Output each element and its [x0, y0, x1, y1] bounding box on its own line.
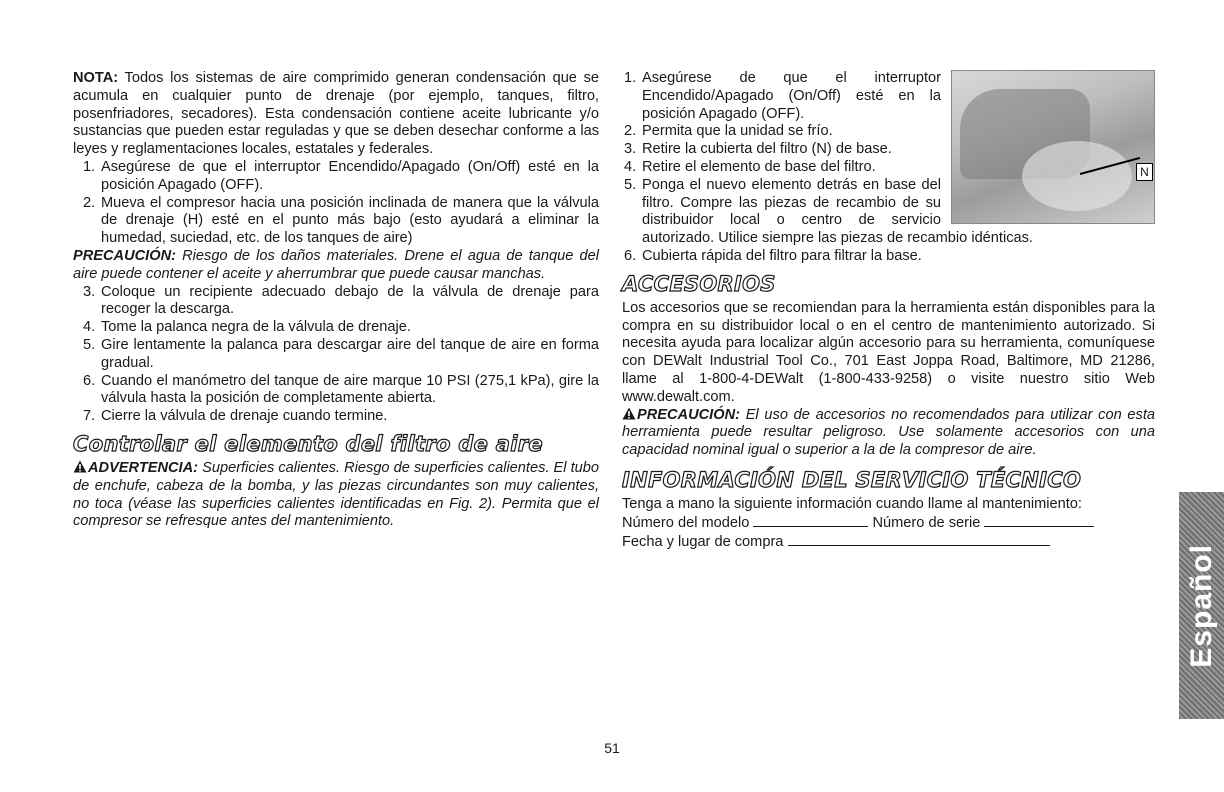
list-item: 4. Retire el elemento de base del filtro. — [624, 158, 876, 175]
caution-label: PRECAUCIÓN: — [637, 406, 740, 423]
purchase-label: Fecha y lugar de compra — [622, 533, 784, 550]
note-paragraph — [73, 70, 599, 159]
note-text: Todos los sistemas de aire comprimido generan condensación que se acumula en cualquier punto de drenaje (por ejemplo, tanques, filtro, posenfriadores, secadores). Esta condensación contiene aceite lubricante y/o sustancias que pueden estar reguladas y que se deben desechar conforme a las leyes y reglamentaciones locales, estatales y federales. — [73, 70, 599, 158]
list-item: 3. Retire la cubierta del filtro (N) de base. — [624, 141, 892, 158]
caution-text: El uso de accesorios no recomendados para utilizar con esta herramienta puede resultar peligroso. Use solamente accesorios con una capacidad nominal igual o superior a la de la compresor de aire. — [622, 406, 1155, 459]
note-label: NOTA: — [73, 70, 119, 86]
purchase-line — [622, 533, 1155, 552]
accessories-heading: ACCESORIOS — [622, 271, 776, 296]
warning-triangle-icon — [622, 407, 636, 420]
page-number: 51 — [604, 740, 620, 756]
warning-text: Superficies calientes. Riesgo de superficies calientes. El tubo de enchufe, cabeza de la bomba, y las piezas circundantes son muy calientes, no toca (véase las superficies calientes identificadas en Fig. 2). Permita que el compresor se refresque antes del mantenimiento. — [73, 459, 599, 530]
list-item: 3. Coloque un recipiente adecuado debajo de la válvula de drenaje para recoger la descarga. — [83, 283, 599, 318]
list-item: 7. Cierre la válvula de drenaje cuando termine. — [83, 408, 388, 425]
filter-heading: Controlar el elemento del filtro de aire — [73, 431, 543, 456]
warning-label: ADVERTENCIA: — [88, 459, 199, 476]
list-item: 4. Tome la palanca negra de la válvula de drenaje. — [83, 319, 411, 336]
drain-steps-a — [73, 159, 599, 248]
list-item: 1. Asegúrese de que el interruptor Encendido/Apagado (On/Off) esté en la posición Apagado (OFF). — [83, 158, 599, 193]
list-item: 5. Ponga el nuevo elemento detrás en base del filtro. Compre las piezas de recambio de su distribuidor local o centro de servicio autorizado. Utilice siempre las piezas de recambio idénticas. — [624, 176, 1033, 247]
callout-label-n: N — [1136, 163, 1153, 181]
caution-paragraph — [73, 248, 599, 284]
accessories-caution — [622, 407, 1155, 460]
accessories-paragraph: Los accesorios que se recomiendan para la herramienta están disponibles para la compra en su distribuidor local o en el centro de mantenimiento autorizado. Si necesita ayuda para localizar algún accesorio para su herramienta, comuníquese con DEWalt Industrial Tool Co., 701 East Joppa Road, Baltimore, MD 21286, llame al 1-800-4-DEWalt (1-800-433-9258) o visite nuestro sitio Web www.dewalt.com. — [622, 299, 1155, 405]
model-blank — [753, 514, 868, 527]
list-item: 5. Gire lentamente la palanca para descargar aire del tanque de aire en forma gradual. — [83, 336, 599, 371]
list-item: 2. Permita que la unidad se frío. — [624, 123, 833, 140]
service-intro: Tenga a mano la siguiente información cuando llame al mantenimiento: — [622, 495, 1082, 512]
model-label: Número del modelo — [622, 514, 750, 531]
caution-text: Riesgo de los daños materiales. Drene el agua de tanque del aire puede contener el aceite y aherrumbrar que puede causar manchas. — [73, 247, 599, 282]
language-tab: Español — [1179, 492, 1224, 719]
warning-triangle-icon — [73, 460, 87, 473]
left-column — [73, 70, 599, 531]
list-item: 6. Cuando el manómetro del tanque de aire marque 10 PSI (275,1 kPa), gire la válvula hasta la posición de completamente abierta. — [83, 372, 599, 407]
purchase-blank — [788, 533, 1050, 546]
right-column — [622, 70, 1155, 551]
list-item: 2. Mueva el compresor hacia una posición inclinada de manera que la válvula de drenaje (H) esté en el punto más bajo (esto ayudará a eliminar la humedad, suciedad, etc. de los tanques de aire) — [83, 194, 599, 247]
caution-label: PRECAUCIÓN: — [73, 247, 176, 264]
list-item: 1. Asegúrese de que el interruptor Encendido/Apagado (On/Off) esté en la posición Apagado (OFF). — [624, 70, 941, 122]
list-item: 6. Cubierta rápida del filtro para filtrar la base. — [624, 247, 922, 264]
warning-paragraph — [73, 460, 599, 531]
service-heading: INFORMACIÓN DEL SERVICIO TÉCNICO — [622, 467, 1082, 492]
drain-steps-b — [73, 284, 599, 426]
filter-steps — [622, 70, 1155, 266]
serial-blank — [984, 514, 1094, 527]
serial-label: Número de serie — [872, 514, 981, 531]
model-serial-line — [622, 514, 1155, 533]
